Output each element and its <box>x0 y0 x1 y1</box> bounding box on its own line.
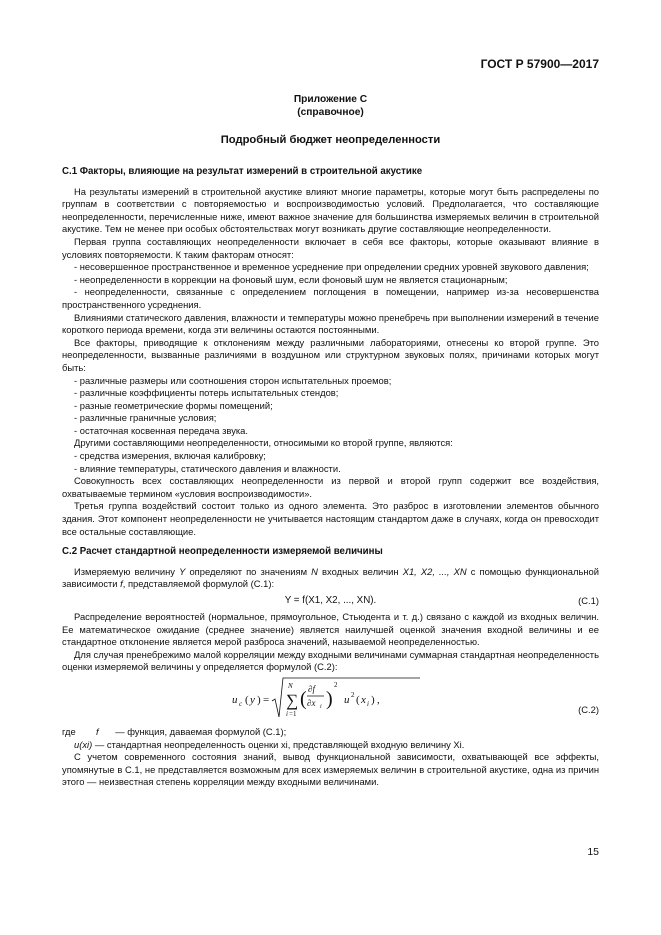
equation-number: (С.2) <box>578 703 599 715</box>
paragraph: Измеряемую величину Y определяют по значениям N входных величин X1, X2, ..., XN с помощью функциональной зависимости f, представляемой формулой (С.1): <box>62 565 599 590</box>
appendix-type: (справочное) <box>297 106 364 118</box>
svg-text:=1: =1 <box>289 709 297 718</box>
svg-text:u: u <box>232 693 238 706</box>
paragraph: Влияниями статического давления, влажности и температуры можно пренебречь при выполнении измерений в течение короткого периода времени, когда эти величины остаются постоянными. <box>62 311 599 336</box>
paragraph: Все факторы, приводящие к отклонениям между различными лабораториями, отнесены ко второй группе. Это неопределенности, вызванные различиями в воздушном или структурном звуковых полях, причинами которых могут быть: <box>62 336 599 373</box>
svg-text:,: , <box>377 693 380 706</box>
formula-c2 <box>62 674 599 726</box>
paragraph: Совокупность всех составляющих неопределенности из первой и второй групп содержит все воздействия, охватываемые термином «условия воспроизводимости». <box>62 475 599 499</box>
list-item: - несовершенное пространственное и временное усреднение при определении средних уровней звукового давления; <box>74 261 589 273</box>
list-item: - различные граничные условия; <box>74 412 217 424</box>
paragraph: Другими составляющими неопределенности, относимыми ко второй группе, являются: <box>74 437 453 449</box>
equation-number: (С.1) <box>578 595 599 606</box>
svg-text:x: x <box>361 693 366 706</box>
svg-text:N: N <box>288 681 293 690</box>
svg-text:c: c <box>239 699 243 708</box>
page-title: Подробный бюджет неопределенности <box>220 134 441 146</box>
svg-text:): ) <box>371 693 375 706</box>
section-2-heading: С.2 Расчет стандартной неопределенности измеряемой величины <box>62 546 383 558</box>
page-number: 15 <box>587 846 599 858</box>
paragraph: Распределение вероятностей (нормальное, прямоугольное, Стьюдента и т. д.) связано с каждой из входных величин. Ее математическое ожидание (среднее значение) является наилучшей оценкой значения входной величины и ее стандартное отклонение является мерой разброса значений, называемой неопределенностью. <box>62 611 599 648</box>
section-1-heading: С.1 Факторы, влияющие на результат измерений в строительной акустике <box>62 166 423 177</box>
svg-text:∂x: ∂x <box>307 697 316 708</box>
paragraph: Для случая пренебрежимо малой корреляции между входными величинами суммарная стандартная неопределенность оценки измеряемой величины y определяется формулой (С.2): <box>62 648 599 673</box>
svg-text:2: 2 <box>334 680 338 689</box>
svg-text:i: i <box>286 709 288 718</box>
paragraph: Третья группа воздействий состоит только из одного элемента. Это разброс в изготовлении элементов обычного здания. Этот компонент неопределенности не учитывается настоящим стандартом даже в случаях, когда он превосходит все остальные составляющие. <box>62 500 599 537</box>
document-code: ГОСТ Р 57900—2017 <box>480 57 599 71</box>
paragraph: На результаты измерений в строительной акустике влияют многие параметры, которые могут быть распределены по группам в соответствии с повторяемостью и воспроизводимостью условий. Предполагается, что составляющие неопределенности, перечисленные ниже, имеют важное значение для большинства измеряемых величин в строительной акустике. Тем не менее при особых обстоятельствах могут возникать другие составляющие неопределенности. <box>62 185 599 235</box>
appendix-heading <box>0 94 661 119</box>
svg-text:(: ( <box>356 693 360 706</box>
definition-f: где f — функция, даваемая формулой (С.1); <box>62 725 287 737</box>
paragraph: Первая группа составляющих неопределенности включает в себя все факторы, которые оказывают влияние в условиях повторяемости. К таким факторам относят: <box>62 235 599 260</box>
list-item: - разные геометрические формы помещений; <box>74 399 273 411</box>
svg-text:(: ( <box>300 687 307 710</box>
svg-text:2: 2 <box>351 690 355 699</box>
svg-text:i: i <box>367 699 369 708</box>
svg-text:i: i <box>320 703 322 710</box>
paragraph: С учетом современного состояния знаний, вывод функциональной зависимости, охватывающей все эффекты, упомянутые в С.1, не представляется возможным для всех измеряемых величин в строительной акустике, одна из причин этого — неизвестная степень корреляции между входными величинами. <box>62 751 599 788</box>
formula-c1 <box>62 591 599 611</box>
svg-text:(: ( <box>245 693 249 706</box>
formula-c1-expression: Y = f(X1, X2, ..., XN). <box>284 595 377 606</box>
list-item: - различные коэффициенты потерь испытательных стендов; <box>74 387 339 399</box>
svg-text:∂f: ∂f <box>308 683 315 694</box>
svg-text:): ) <box>257 693 261 706</box>
document-body <box>62 166 599 789</box>
list-item: - неопределенности, связанные с определением поглощения в помещении, например из-за несовершенства пространственного усреднения. <box>62 286 599 310</box>
svg-text:): ) <box>326 687 333 710</box>
formula-c2-expression <box>230 674 430 724</box>
svg-text:u: u <box>344 693 350 706</box>
list-item: - неопределенности в коррекции на фоновый шум, если фоновый шум не является стационарным; <box>74 273 508 285</box>
svg-text:∑: ∑ <box>286 690 299 710</box>
definition-u: u(xi) — стандартная неопределенность оценки xi, представляющей входную величину Xi. <box>74 738 465 750</box>
appendix-label: Приложение С <box>293 94 368 105</box>
list-item: - влияние температуры, статического давления и влажности. <box>74 462 341 474</box>
svg-text:y: y <box>250 693 255 706</box>
list-item: - остаточная косвенная передача звука. <box>74 424 249 436</box>
svg-text:=: = <box>263 693 270 706</box>
list-item: - различные размеры или соотношения сторон испытательных проемов; <box>74 374 392 386</box>
list-item: - средства измерения, включая калибровку; <box>74 450 266 462</box>
